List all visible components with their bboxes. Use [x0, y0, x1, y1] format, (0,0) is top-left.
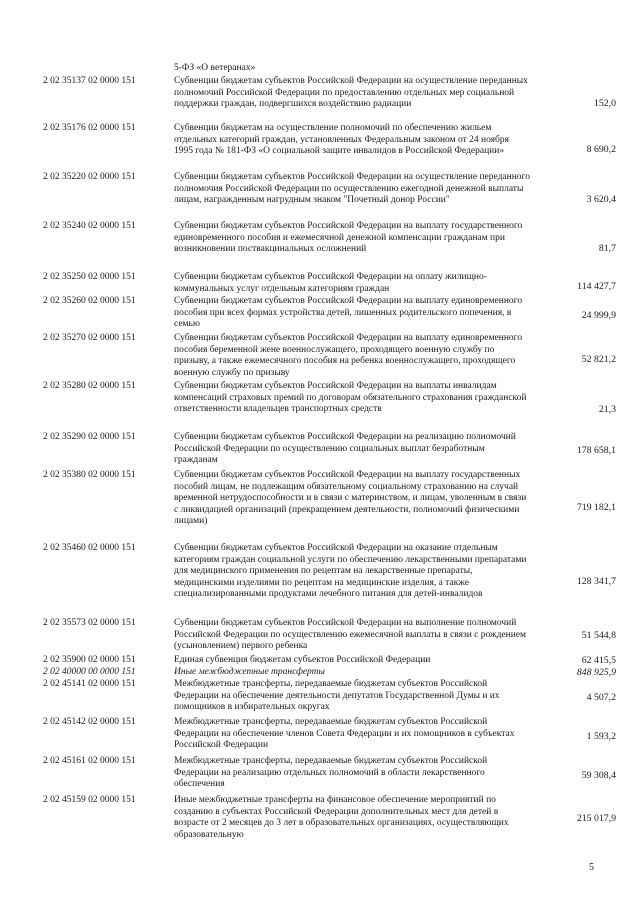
row-description: Иные межбюджетные трансферты на финансовое обеспечение мероприятий по созданию в субъектах Российской Федерации дополнительных мест для детей в возрасте от 2 месяцев до 3 лет в образовательных организациях, осуществляющих образовательную — [174, 795, 509, 840]
continued-text-fragment: 5-ФЗ «О ветеранах» — [174, 63, 256, 73]
budget-code: 2 02 35460 02 0000 151 — [43, 543, 136, 553]
page-number: 5 — [589, 862, 594, 873]
row-description: Субвенции бюджетам субъектов Российской Федерации на осуществление переданного полномочия Российской Федерации по осуществлению ежегодной денежной выплаты лицам, награжденным нагрудным знаком "Почетный донор России" — [174, 172, 530, 205]
row-description: Межбюджетные трансферты, передаваемые бюджетам субъектов Российской Федерации на обеспечение деятельности депутатов Государственной Думы и их помощников в избирательных округах — [174, 679, 500, 712]
budget-code: 2 02 45141 02 0000 151 — [43, 679, 136, 689]
budget-code: 2 02 35270 02 0000 151 — [43, 333, 136, 343]
row-description: Межбюджетные трансферты, передаваемые бюджетам субъектов Российской Федерации на обеспечение членов Совета Федерации и их помощников в субъектах Российской Федерации — [174, 717, 515, 750]
row-amount: 1 593,2 — [586, 731, 616, 742]
row-amount: 128 341,7 — [576, 576, 616, 587]
budget-code: 2 02 35280 02 0000 151 — [43, 381, 136, 391]
budget-code: 2 02 35250 02 0000 151 — [43, 272, 136, 282]
row-description: Субвенции бюджетам субъектов Российской Федерации на выполнение полномочий Российской Федерации по осуществлению ежемесячной выплаты в связи с рождением (усыновлением) первого ребенка — [174, 618, 527, 651]
budget-code: 2 02 40000 00 0000 151 — [43, 667, 136, 677]
row-description: Субвенции бюджетам субъектов Российской Федерации на реализацию полномочий Российской Федерации по осуществлению социальных выплат безработным гражданам — [174, 432, 516, 465]
budget-code: 2 02 45142 02 0000 151 — [43, 717, 136, 727]
row-amount: 114 427,7 — [577, 281, 616, 292]
row-amount: 81,7 — [598, 243, 616, 254]
budget-code: 2 02 35220 02 0000 151 — [43, 172, 136, 182]
budget-code: 2 02 35380 02 0000 151 — [43, 470, 136, 480]
row-amount: 848 925,9 — [576, 667, 616, 678]
budget-code: 2 02 45159 02 0000 151 — [43, 795, 136, 805]
row-amount: 3 620,4 — [586, 194, 616, 205]
budget-code: 2 02 35176 02 0000 151 — [43, 123, 136, 133]
row-description: Иные межбюджетные трансферты — [174, 667, 325, 677]
budget-code: 2 02 45161 02 0000 151 — [43, 756, 136, 766]
row-amount: 51 544,8 — [581, 630, 616, 641]
budget-code: 2 02 35260 02 0000 151 — [43, 296, 136, 306]
budget-code: 2 02 35240 02 0000 151 — [43, 221, 136, 231]
row-description: Субвенции бюджетам субъектов Российской Федерации на выплату единовременного пособия беременной жене военнослужащего, проходящего военную службу по призыву, а также ежемесячного пособия на ребенка военнослужащего, проходящего военную службу по призыву — [174, 333, 523, 378]
row-description: Единая субвенция бюджетам субъектов Российской Федерации — [174, 655, 431, 665]
row-description: Межбюджетные трансферты, передаваемые бюджетам субъектов Российской Федерации на реализацию отдельных полномочий в области лекарственного обеспечения — [174, 756, 488, 789]
budget-code: 2 02 35137 02 0000 151 — [43, 76, 136, 86]
row-amount: 62 415,5 — [581, 655, 616, 666]
row-amount: 52 821,2 — [581, 354, 616, 365]
row-description: Субвенции бюджетам субъектов Российской Федерации на осуществление переданных полномочий Российской Федерации по предоставлению отдельных мер социальной поддержки граждан, подвергшихся воздействию радиации — [174, 76, 528, 109]
row-amount: 152,0 — [593, 98, 616, 109]
row-description: Субвенции бюджетам субъектов Российской Федерации на выплату государственного единовременного пособия и ежемесячной денежной компенсации гражданам при возникновении поствакцинальных осложнений — [174, 221, 523, 254]
row-description: Субвенции бюджетам субъектов Российской Федерации на оплату жилищно-коммунальных услуг отдельным категориям граждан — [174, 272, 487, 294]
row-description: Субвенции бюджетам субъектов Российской Федерации на оказание отдельным категориям граждан социальной услуги по обеспечению лекарственными препаратами для медицинского применения по рецептам на лекарственные препараты, медицинскими изделиями по рецептам на медицинские изделия, а также специализированными продуктами лечебного питания для детей-инвалидов — [174, 543, 527, 599]
row-description: Субвенции бюджетам субъектов Российской Федерации на выплаты инвалидам компенсаций страховых премий по договорам обязательного страхования гражданской ответственности владельцев транспортных средств — [174, 381, 527, 414]
row-amount: 719 182,1 — [576, 502, 616, 513]
budget-code: 2 02 35290 02 0000 151 — [43, 432, 136, 442]
row-description: Субвенции бюджетам на осуществление полномочий по обеспечению жильем отдельных категорий граждан, установленных Федеральным законом от 24 ноября 1995 года № 181-ФЗ «О социальной защите инвалидов в Российской Федерации» — [174, 123, 509, 156]
budget-code: 2 02 35573 02 0000 151 — [43, 618, 136, 628]
row-amount: 24 999,9 — [581, 310, 616, 321]
row-amount: 8 690,2 — [586, 144, 616, 155]
row-description: Субвенции бюджетам субъектов Российской Федерации на выплату единовременного пособия при всех формах устройства детей, лишенных родительского попечения, в семью — [174, 296, 523, 329]
row-amount: 215 017,9 — [576, 813, 616, 824]
row-amount: 21,3 — [598, 404, 616, 415]
budget-code: 2 02 35900 02 0000 151 — [43, 655, 136, 665]
row-amount: 59 308,4 — [581, 770, 616, 781]
row-amount: 4 507,2 — [586, 692, 616, 703]
row-description: Субвенции бюджетам субъектов Российской Федерации на выплату государственных пособий лицам, не подлежащим обязательному социальному страхованию на случай временной нетрудоспособности и в связи с материнством, и лицам, уволенным в связи с ликвидацией организаций (прекращением деятельности, полномочий физическими лицами) — [174, 470, 527, 526]
row-amount: 178 658,1 — [576, 445, 616, 456]
